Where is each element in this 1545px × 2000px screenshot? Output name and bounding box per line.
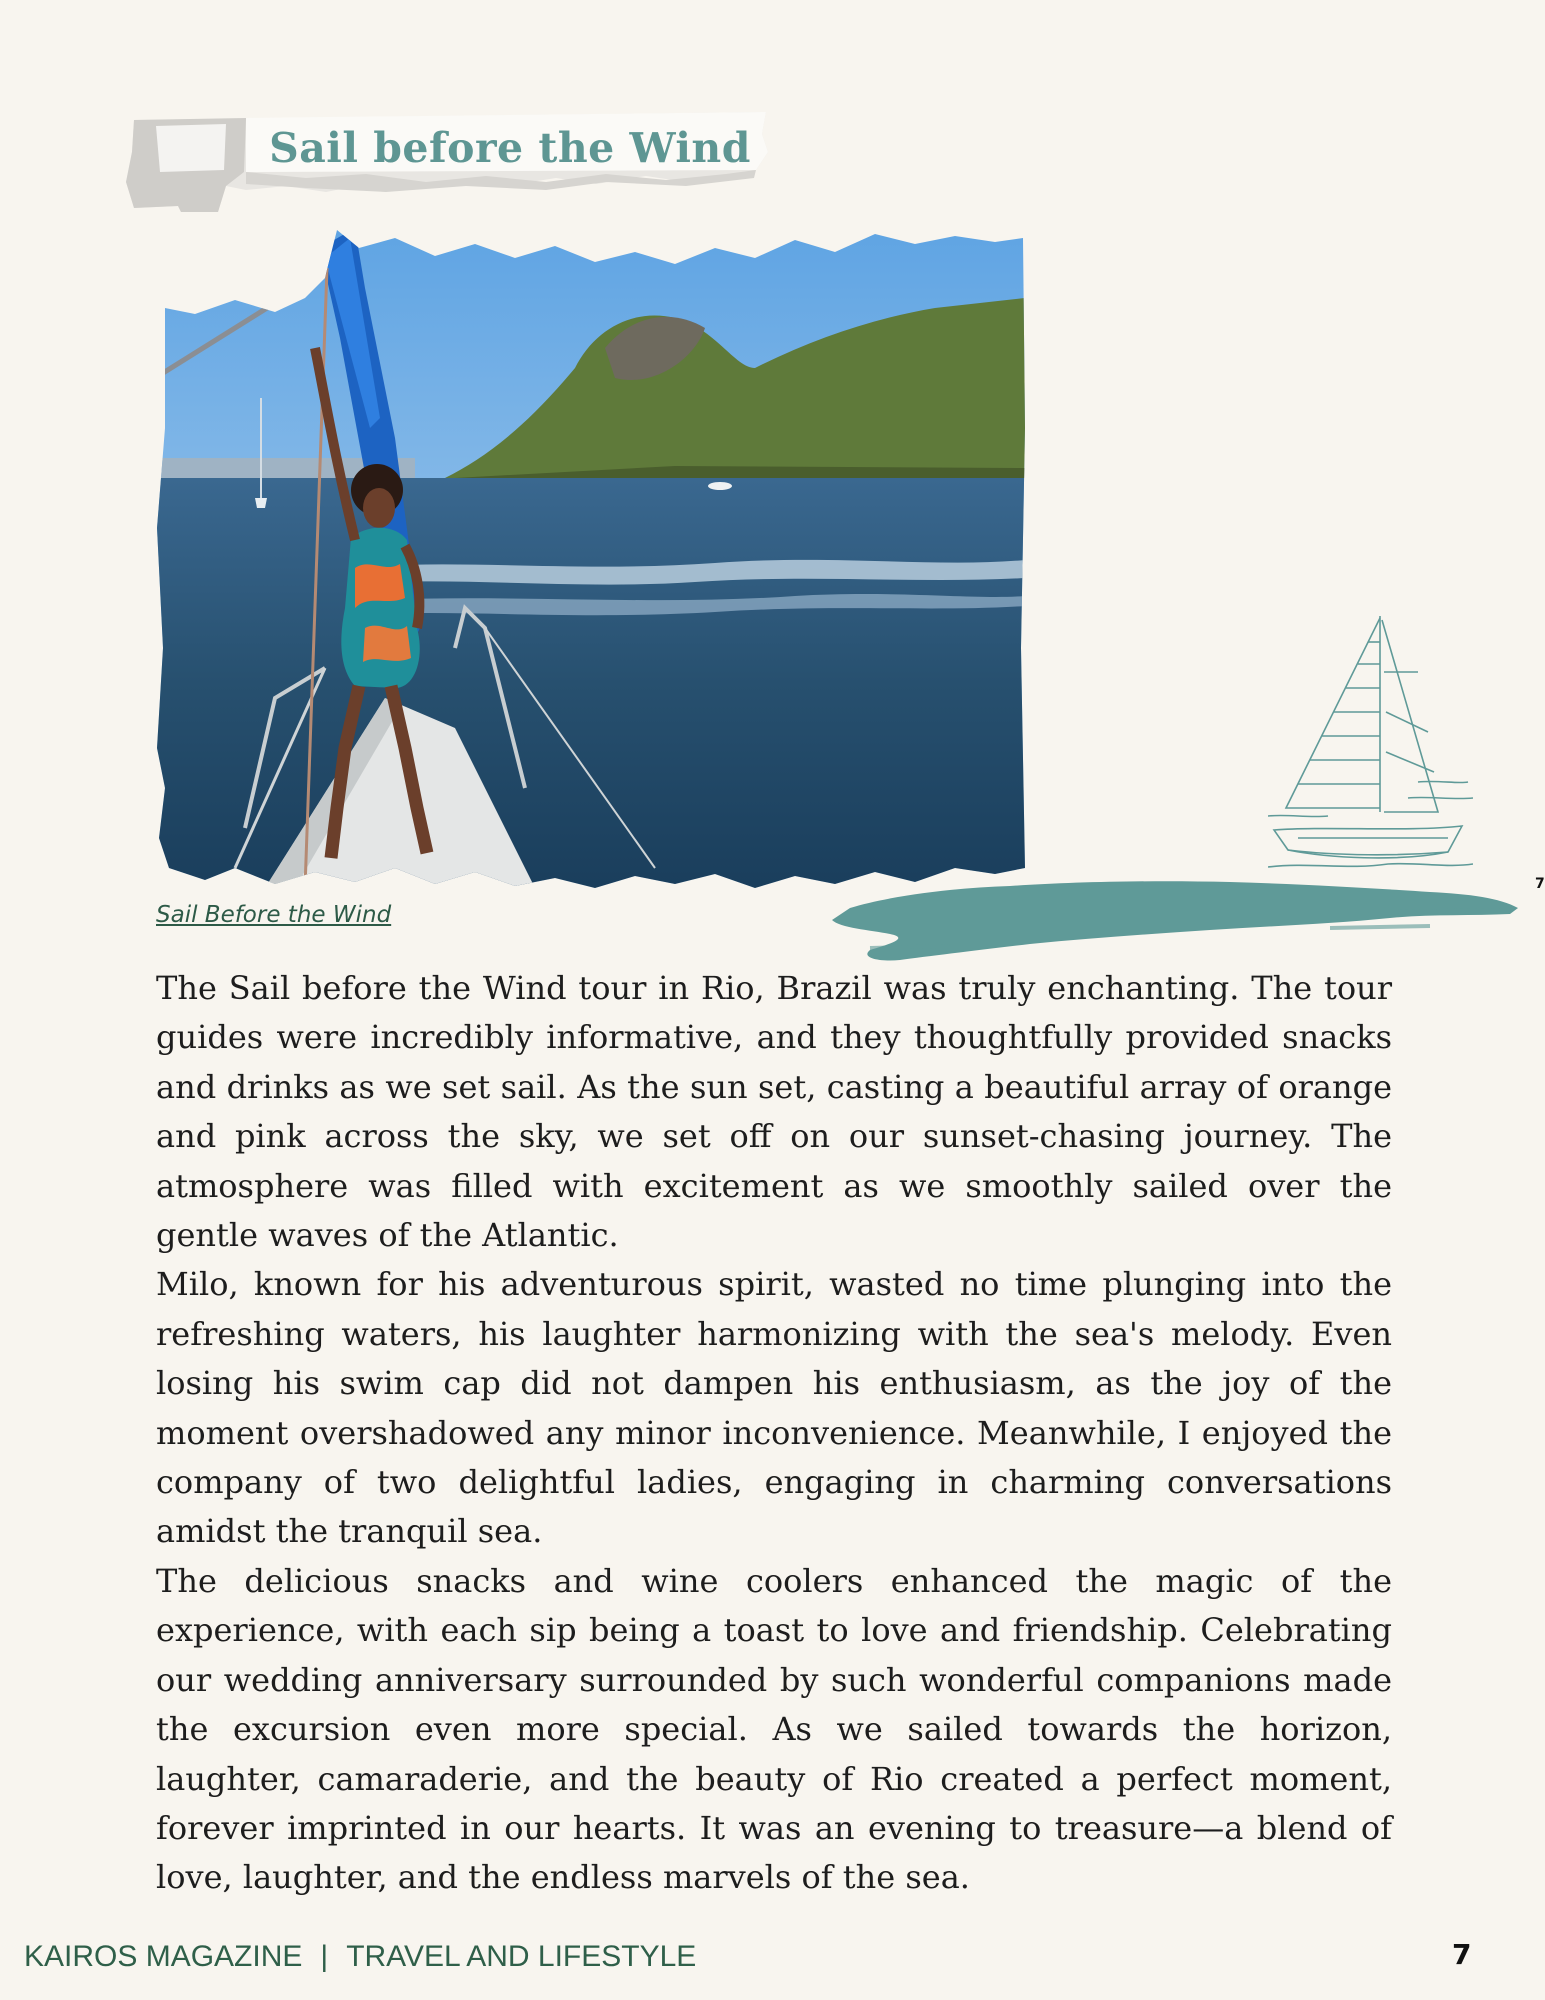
article-body <box>156 964 1392 1903</box>
sailboat-sketch-icon <box>1268 612 1473 882</box>
paragraph-1: The Sail before the Wind tour in Rio, Brazil was truly enchanting. The tour guides were incredibly informative, and they thoughtfully provided snacks and drinks as we set sail. As the sun set, casting a beautiful array of orange and pink across the sky, we set off on our sunset-chasing journey. The atmosphere was filled with excitement as we smoothly sailed over the gentle waves of the Atlantic. <box>156 969 1392 1255</box>
teal-brush-stroke <box>830 868 1520 968</box>
magazine-name: KAIROS MAGAZINE <box>24 1940 303 1973</box>
side-page-number: 7 <box>1535 876 1545 892</box>
article-title: Sail before the Wind <box>269 124 751 172</box>
footer-separator: | <box>320 1940 329 1973</box>
paragraph-3: The delicious snacks and wine coolers enhanced the magic of the experience, with each sip being a toast to love and friendship. Celebrating our wedding anniversary surrounded by such wonderful companions made the excursion even more special. As we sailed towards the horizon, laughter, camaraderie, and the beauty of Rio created a perfect moment, forever imprinted in our hearts. It was an evening to treasure—a blend of love, laughter, and the endless marvels of the sea. <box>156 1561 1392 1897</box>
paragraph-2: Milo, known for his adventurous spirit, wasted no time plunging into the refreshing waters, his laughter harmonizing with the sea's melody. Even losing his swim cap did not dampen his enthusiasm, as the joy of the moment overshadowed any minor inconvenience. Meanwhile, I enjoyed the company of two delightful ladies, engaging in charming conversations amidst the tranquil sea. <box>156 1265 1392 1551</box>
section-name: TRAVEL AND LIFESTYLE <box>346 1940 697 1973</box>
footer-magazine <box>24 1940 696 1974</box>
photo-caption[interactable]: Sail Before the Wind <box>156 902 392 928</box>
page-number: 7 <box>1452 1938 1472 1971</box>
sailing-photo <box>155 228 1025 888</box>
